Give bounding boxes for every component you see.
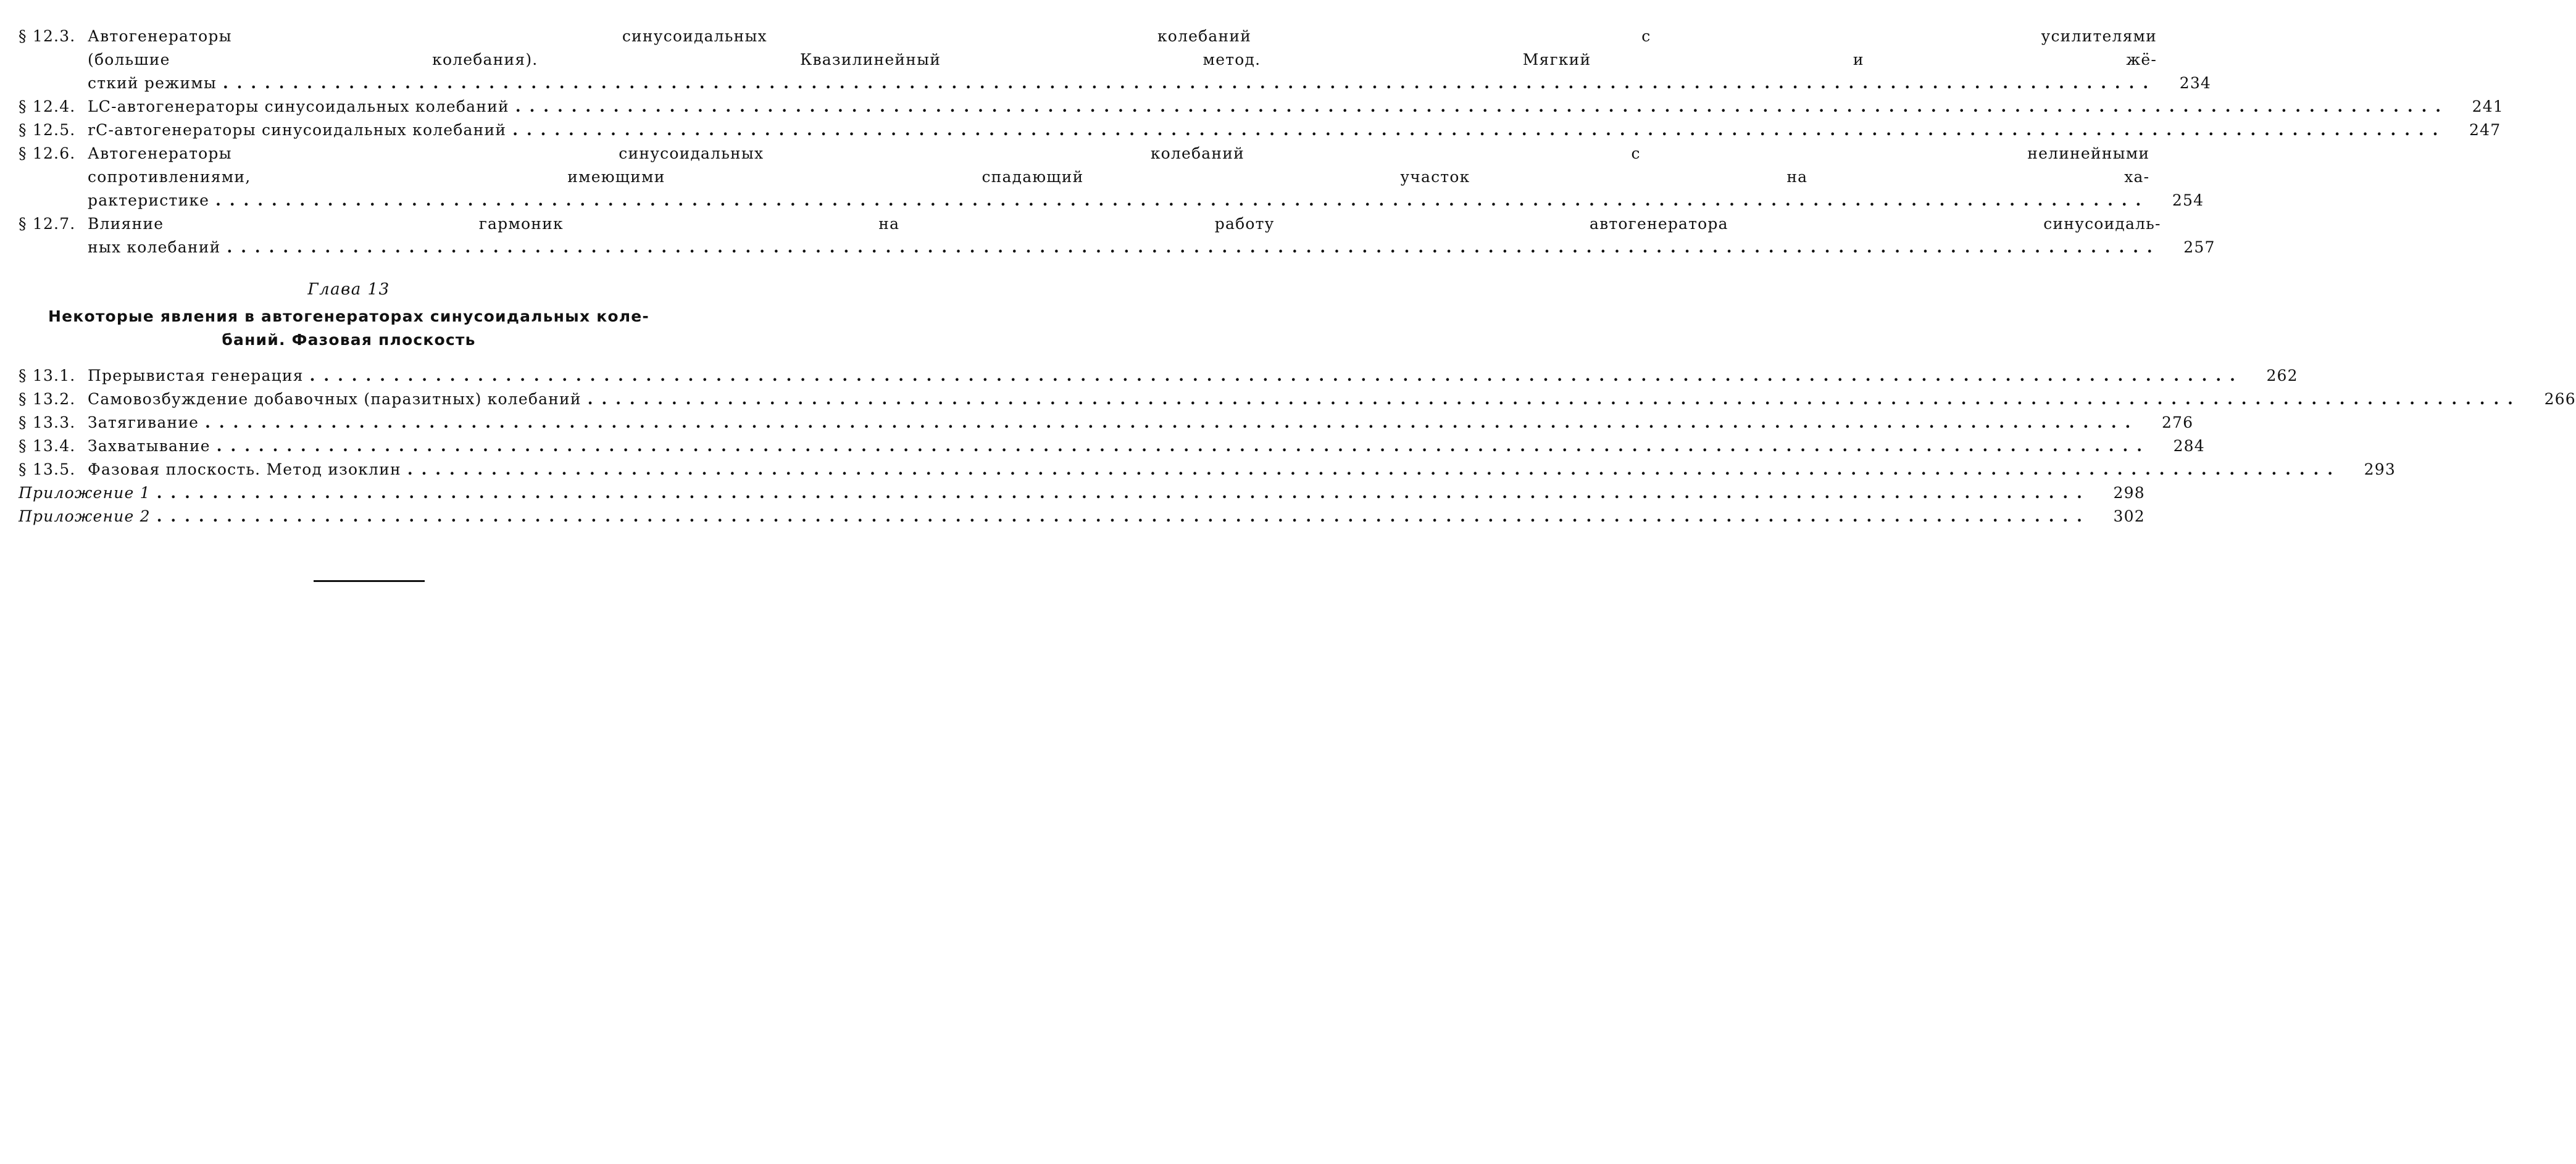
leader-line — [88, 458, 2353, 481]
appendix-title: Приложение 2 — [19, 505, 151, 528]
toc-entry-12-3 — [19, 25, 722, 95]
section-number: § 13.5. — [19, 458, 88, 481]
section-title: Захватывание — [88, 434, 210, 458]
leader-line — [88, 364, 2255, 388]
leader-line — [88, 388, 2533, 411]
dot-leader — [205, 411, 2139, 434]
section-title-line: ных колебаний — [88, 236, 221, 259]
dot-leader — [215, 189, 2149, 212]
page-number: 247 — [2457, 118, 2501, 142]
dot-leader — [217, 434, 2151, 458]
toc-entry-appendix-1 — [19, 481, 722, 505]
section-title-line: Автогенераторы синусоидальных колебаний с усилителями — [88, 25, 2157, 48]
page-number: 276 — [2150, 411, 2193, 434]
section-number: § 12.4. — [19, 95, 88, 118]
dot-leader — [512, 118, 2446, 142]
leader-line — [88, 411, 2150, 434]
page-number: 234 — [2168, 72, 2211, 95]
page-number: 254 — [2161, 189, 2204, 212]
section-title-line: сопротивлениями, имеющими спадающий участок на ха- — [88, 165, 2149, 189]
page-number: 266 — [2533, 388, 2576, 411]
section-number: § 13.2. — [19, 388, 88, 411]
toc-entry-13-1 — [19, 364, 722, 388]
toc-entry-13-5 — [19, 458, 722, 481]
dot-leader — [588, 388, 2522, 411]
section-title-line: рактеристике — [88, 189, 209, 212]
toc-page — [19, 25, 722, 528]
chapter-title-line: Некоторые явления в автогенераторах синусоидальных коле- — [19, 305, 679, 328]
section-title — [88, 25, 2168, 95]
toc-entry-12-7 — [19, 212, 722, 259]
leader-line — [88, 189, 2149, 212]
page-number: 293 — [2353, 458, 2396, 481]
toc-entry-12-6 — [19, 142, 722, 212]
leader-line — [88, 72, 2157, 95]
page-number: 284 — [2162, 434, 2205, 458]
page-number: 262 — [2255, 364, 2298, 388]
toc-entry-13-4 — [19, 434, 722, 458]
section-number: § 12.5. — [19, 118, 88, 142]
section-title — [88, 212, 2172, 259]
toc-entry-13-3 — [19, 411, 722, 434]
section-title — [88, 118, 2457, 142]
dot-leader — [157, 505, 2091, 528]
leader-line — [19, 481, 2102, 505]
section-title-line: rC-автогенераторы синусоидальных колебаний — [88, 118, 506, 142]
page-number: 302 — [2102, 505, 2145, 528]
section-number: § 13.1. — [19, 364, 88, 388]
dot-leader — [407, 458, 2341, 481]
leader-line — [88, 434, 2162, 458]
section-title — [88, 142, 2161, 212]
section-title-line: Влияние гармоник на работу автогенератора синусоидаль- — [88, 212, 2161, 236]
section-title-line: сткий режимы — [88, 72, 217, 95]
section-title-line: LC-автогенераторы синусоидальных колебаний — [88, 95, 509, 118]
leader-line — [88, 95, 2449, 118]
toc-entry-appendix-2 — [19, 505, 722, 528]
leader-line — [88, 118, 2446, 142]
page-number: 241 — [2461, 95, 2504, 118]
chapter-title-line: баний. Фазовая плоскость — [19, 328, 679, 352]
toc-entry-12-5 — [19, 118, 722, 142]
leader-line — [19, 505, 2102, 528]
page-number: 257 — [2172, 236, 2215, 259]
section-number: § 12.6. — [19, 142, 88, 165]
section-title: Прерывистая генерация — [88, 364, 304, 388]
section-title — [88, 95, 2461, 118]
dot-leader — [223, 72, 2157, 95]
toc-entry-12-4 — [19, 95, 722, 118]
section-title: Самовозбуждение добавочных (паразитных) колебаний — [88, 388, 581, 411]
page-number: 298 — [2102, 481, 2145, 505]
section-title: Фазовая плоскость. Метод изоклин — [88, 458, 401, 481]
chapter-label: Глава 13 — [19, 280, 722, 299]
section-number: § 13.3. — [19, 411, 88, 434]
dot-leader — [227, 236, 2161, 259]
chapter-title — [19, 305, 722, 352]
dot-leader — [310, 364, 2244, 388]
end-divider — [314, 580, 425, 582]
section-number: § 12.3. — [19, 25, 88, 48]
leader-line — [88, 236, 2161, 259]
dot-leader — [515, 95, 2449, 118]
dot-leader — [157, 481, 2091, 505]
section-number: § 13.4. — [19, 434, 88, 458]
section-title: Затягивание — [88, 411, 199, 434]
section-title-line: Автогенераторы синусоидальных колебаний с нелинейными — [88, 142, 2149, 165]
appendix-title: Приложение 1 — [19, 481, 151, 505]
toc-entry-13-2 — [19, 388, 722, 411]
section-number: § 12.7. — [19, 212, 88, 236]
section-title-line: (большие колебания). Квазилинейный метод. Мягкий и жё- — [88, 48, 2157, 72]
